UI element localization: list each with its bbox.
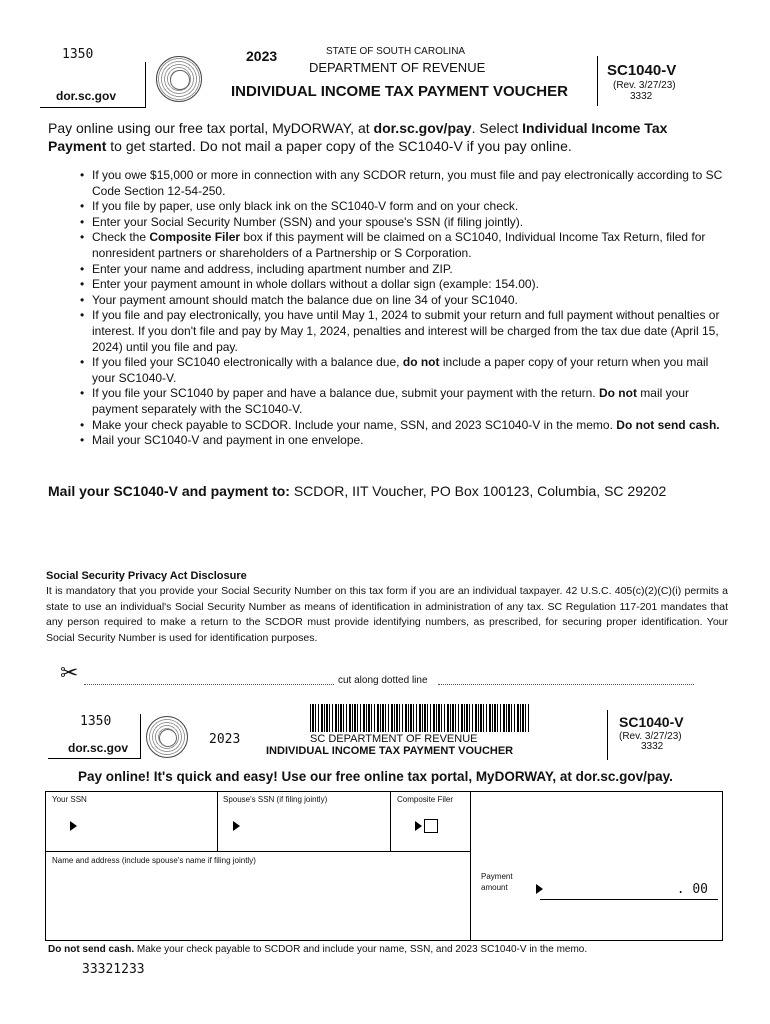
header-divider-right [597, 56, 598, 106]
footer-bold: Do not send cash. [48, 944, 135, 955]
voucher-header-rule [48, 758, 140, 759]
intro-link: dor.sc.gov/pay [373, 120, 472, 136]
composite-filer-label: Composite Filer [397, 795, 454, 804]
form-number: 33321233 [82, 962, 145, 977]
mail-instructions [48, 483, 666, 499]
privacy-body: It is mandatory that you provide your Social Security Number on this tax form if you are an individual taxpayer. 42 U.S.C. 405(c)(2)(C)(i) permits a state to use an individual's Social Security Number as means of identification in administration of any tax. SC Regulation 117-201 mandates that any person required to make a return to the SCDOR must provide identifying numbers, as prescribed, for securing proper identification. Your Social Security Number is used for identification purposes. [46, 585, 728, 644]
arrow-right-icon [70, 821, 77, 831]
voucher-form-code: 1350 [80, 714, 112, 729]
item-text: If you file your SC1040 by paper and have a balance due, submit your payment with the return. [92, 386, 599, 401]
arrow-right-icon [233, 821, 240, 831]
item-text: Check the [92, 230, 150, 245]
list-item [78, 355, 726, 386]
intro-bold: Individual Income Tax Payment [48, 120, 668, 154]
list-item: • If you owe $15,000 or more in connection with any SCDOR return, you must file and pay electronically according to SC Code Section 12-54-250. [78, 168, 726, 199]
item-text: Make your check payable to SCDOR. Include your name, SSN, and 2023 SC1040-V in the memo. [92, 417, 617, 432]
voucher-year: 2023 [209, 732, 241, 747]
grid-line [390, 791, 391, 851]
footer-text: Make your check payable to SCDOR and include your name, SSN, and 2023 SC1040-V in the memo. [134, 944, 588, 955]
barcode [310, 704, 530, 732]
payment-label: amount [481, 883, 508, 892]
state-seal-icon [146, 716, 188, 758]
website: dor.sc.gov [56, 89, 117, 103]
grid-line [45, 851, 471, 852]
department-name: DEPARTMENT OF REVENUE [309, 60, 486, 75]
header-divider [145, 62, 146, 108]
list-item: • Enter your name and address, including apartment number and ZIP. [78, 262, 726, 278]
voucher-revision-code: 3332 [641, 741, 664, 752]
state-name: STATE OF SOUTH CAROLINA [326, 46, 466, 57]
intro-part: . Select [471, 120, 523, 136]
payment-amount-field[interactable] [540, 880, 718, 900]
item-bold: Do not [598, 386, 637, 401]
list-item [78, 230, 726, 261]
revision-code: 3332 [630, 91, 653, 102]
arrow-right-icon [415, 821, 422, 831]
payment-label: Payment [481, 872, 513, 881]
list-item: • If you file and pay electronically, you have until May 1, 2024 to submit your return and full payment without penalties or interest. If you don't file and pay by May 1, 2024, penalties and interest will be charged from the tax due date (April 15, 2024) until you file and pay. [78, 308, 726, 355]
cut-dotted-line [438, 684, 694, 685]
intro-part: Pay online using our free tax portal, MyDORWAY, at [48, 120, 374, 136]
item-bold: Do not send cash. [616, 417, 720, 432]
form-code: 1350 [62, 47, 94, 62]
scissors-icon: ✂ [60, 660, 79, 685]
list-item: • Enter your payment amount in whole dollars without a dollar sign (example: 154.00). [78, 277, 726, 293]
spouse-ssn-field[interactable] [221, 806, 386, 848]
privacy-heading: Social Security Privacy Act Disclosure [46, 570, 247, 582]
voucher-header-divider-right [607, 710, 608, 760]
list-item: • Your payment amount should match the balance due on line 34 of your SC1040. [78, 293, 726, 309]
composite-filer-checkbox[interactable] [424, 819, 438, 833]
pay-online-banner: Pay online! It's quick and easy! Use our free online tax portal, MyDORWAY, at dor.sc.gov/pay. [78, 769, 673, 784]
voucher-department: SC DEPARTMENT OF REVENUE [310, 733, 478, 745]
instructions-list [78, 168, 726, 449]
voucher-website: dor.sc.gov [68, 741, 129, 755]
voucher-revision: (Rev. 3/27/23) [619, 731, 682, 742]
header-rule [40, 107, 145, 108]
cut-dotted-line [84, 684, 334, 685]
form-title: INDIVIDUAL INCOME TAX PAYMENT VOUCHER [231, 83, 568, 100]
list-item: • Enter your Social Security Number (SSN) and your spouse's SSN (if filing jointly). [78, 215, 726, 231]
revision-date: (Rev. 3/27/23) [613, 80, 676, 91]
list-item [78, 386, 726, 417]
grid-line [470, 791, 471, 941]
list-item: • Mail your SC1040-V and payment in one envelope. [78, 433, 726, 449]
intro-part: to get started. Do not mail a paper copy of the SC1040-V if you pay online. [106, 138, 572, 154]
tax-year: 2023 [246, 48, 278, 64]
item-text: include a paper copy of your return when you mail your SC1040-V. [92, 355, 709, 385]
voucher-header-divider [140, 714, 141, 759]
grid-line [217, 791, 218, 851]
voucher-footer [48, 944, 587, 955]
ssn-field[interactable] [50, 806, 215, 848]
item-text: If you filed your SC1040 electronically with a balance due, [92, 355, 403, 370]
list-item [78, 418, 726, 434]
payment-cents: . 00 [676, 882, 708, 897]
mail-label: Mail your SC1040-V and payment to: [48, 483, 290, 499]
list-item: • If you file by paper, use only black ink on the SC1040-V form and on your check. [78, 199, 726, 215]
cut-label: cut along dotted line [338, 675, 428, 686]
voucher-form-name: SC1040-V [619, 714, 684, 730]
intro-text [48, 119, 708, 155]
state-seal-icon [156, 56, 202, 102]
spouse-ssn-label: Spouse's SSN (if filing jointly) [223, 795, 328, 804]
ssn-label: Your SSN [52, 795, 87, 804]
voucher-title: INDIVIDUAL INCOME TAX PAYMENT VOUCHER [266, 745, 514, 757]
item-text: box if this payment will be claimed on a SC1040, Individual Income Tax Return, filed for nonresident partners or shareholders of a Partnership or S Corporation. [92, 230, 706, 260]
name-address-label: Name and address (include spouse's name if filing jointly) [52, 856, 256, 865]
mail-address: SCDOR, IIT Voucher, PO Box 100123, Columbia, SC 29202 [289, 483, 667, 499]
name-address-field[interactable] [50, 868, 466, 938]
item-bold: do not [402, 355, 440, 370]
form-name: SC1040-V [607, 62, 677, 79]
item-bold: Composite Filer [149, 230, 241, 245]
item-text: mail your payment separately with the SC1040-V. [92, 386, 689, 416]
